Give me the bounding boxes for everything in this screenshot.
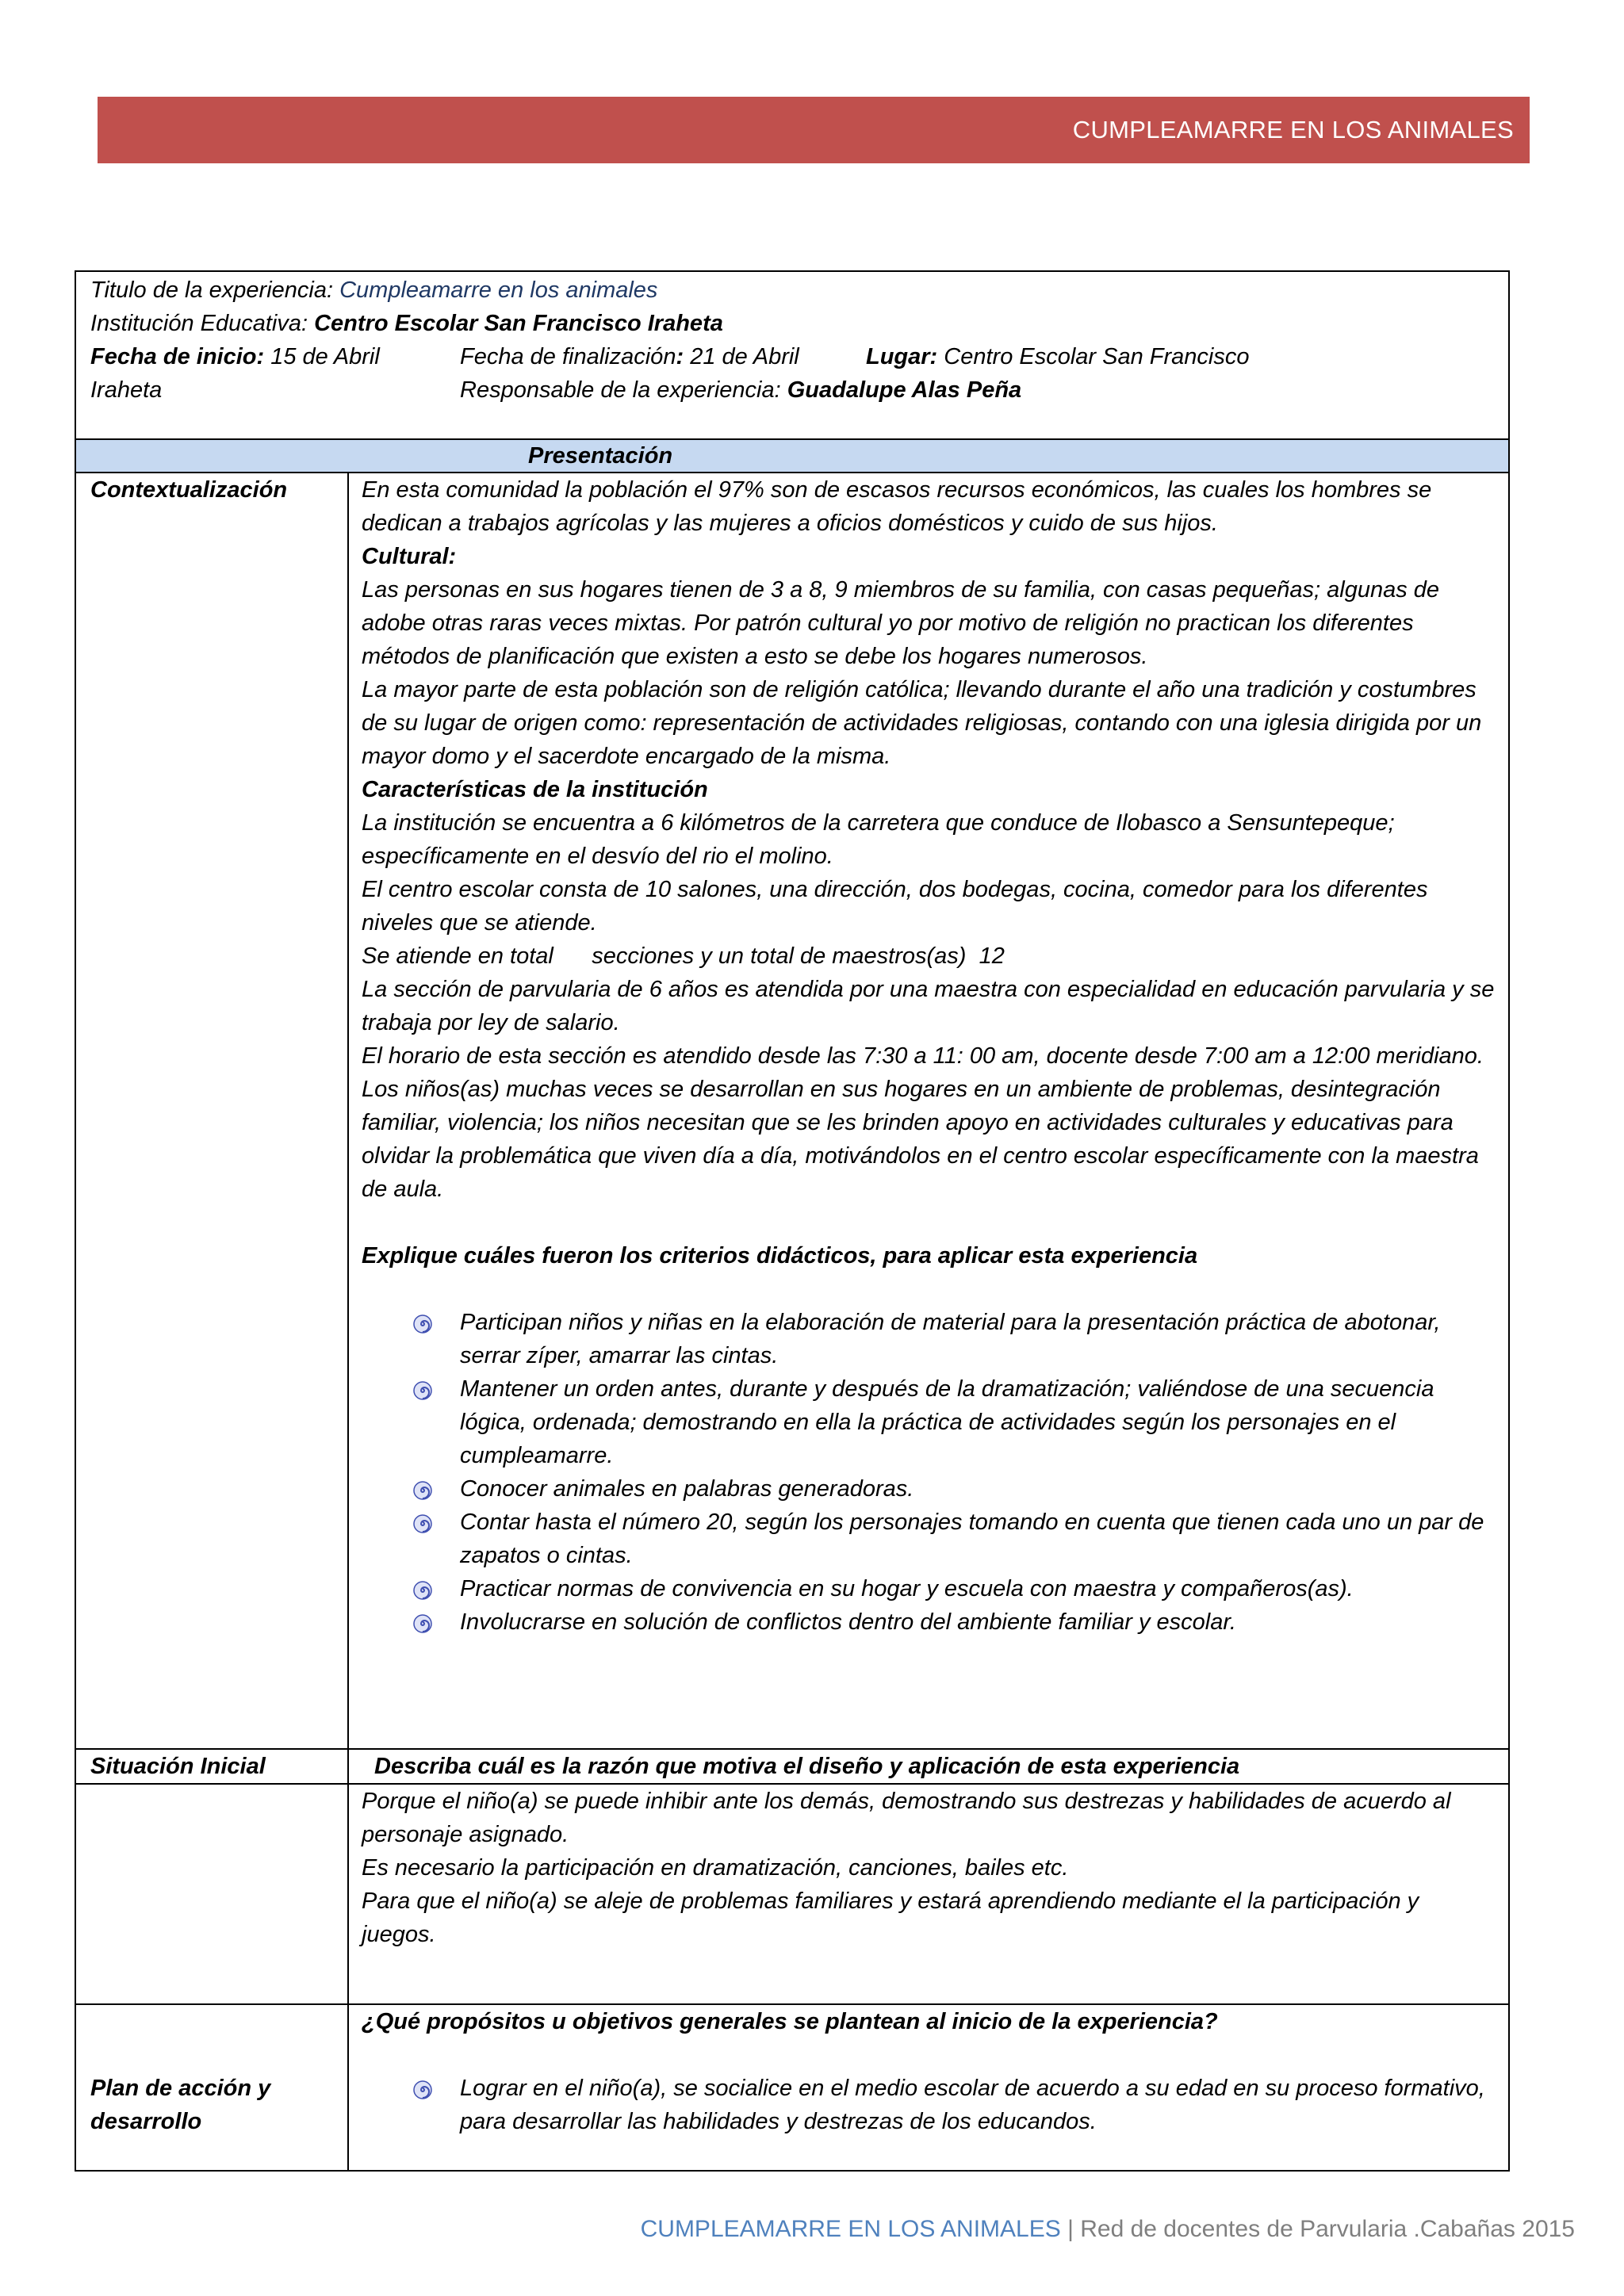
presentacion-heading: Presentación bbox=[75, 439, 1509, 473]
spiral-bullet-icon bbox=[412, 2076, 433, 2097]
contextualizacion-content bbox=[348, 473, 1509, 1749]
plan-question: ¿Qué propósitos u objetivos generales se plantean al inicio de la experiencia? bbox=[362, 2009, 1218, 2034]
fecha-fin-label: Fecha de finalización bbox=[460, 344, 676, 369]
titulo-value: Cumpleamarre en los animales bbox=[339, 277, 658, 303]
criterios-heading: Explique cuáles fueron los criterios didácticos, para aplicar esta experiencia bbox=[362, 1243, 1198, 1269]
context-paragraph: Las personas en sus hogares tienen de 3 a 8, 9 miembros de su familia, con casas pequeñas; algunas de adobe otras raras veces mixtas. Por patrón cultural yo por motivo de religión no practican los diferentes métodos de planificación que existen a esto se debe los hogares numerosos. bbox=[362, 577, 1440, 669]
contextualizacion-label-cell bbox=[75, 473, 348, 1749]
spiral-bullet-icon bbox=[412, 1477, 433, 1498]
spiral-bullet-icon bbox=[412, 1510, 433, 1531]
footer-title: CUMPLEAMARRE EN LOS ANIMALES bbox=[640, 2216, 1061, 2242]
context-paragraph: La mayor parte de esta población son de religión católica; llevando durante el año una tradición y costumbres de su lugar de origen como: representación de actividades religiosas, contando con una iglesia dirigida por un mayor domo y el sacerdote encargado de la misma. bbox=[362, 677, 1482, 769]
criterios-list bbox=[362, 1306, 1496, 1639]
cultural-heading: Cultural: bbox=[362, 544, 457, 569]
spiral-bullet-icon bbox=[412, 1377, 433, 1398]
plan-content bbox=[348, 2004, 1509, 2171]
spiral-bullet-icon bbox=[412, 1311, 433, 1331]
institucion-value: Centro Escolar San Francisco Iraheta bbox=[314, 311, 723, 336]
spiral-bullet-icon bbox=[412, 1610, 433, 1631]
fecha-fin-colon: : bbox=[676, 344, 684, 369]
page-header-bar bbox=[98, 97, 1530, 163]
plan-label-cell bbox=[75, 2004, 348, 2171]
list-item: Practicar normas de convivencia en su hogar y escuela con maestra y compañeros(as). bbox=[460, 1572, 1496, 1605]
list-item: Contar hasta el número 20, según los personajes tomando en cuenta que tienen cada uno un par de zapatos o cintas. bbox=[460, 1506, 1496, 1572]
context-paragraph: El horario de esta sección es atendido desde las 7:30 a 11: 00 am, docente desde 7:00 am a 12:00 meridiano. bbox=[362, 1043, 1484, 1069]
titulo-line bbox=[90, 274, 1496, 307]
fecha-inicio-label: Fecha de inicio: bbox=[90, 344, 265, 369]
situacion-content bbox=[348, 1784, 1509, 2004]
list-item: Involucrarse en solución de conflictos dentro del ambiente familiar y escolar. bbox=[460, 1605, 1496, 1639]
fecha-inicio-value: 15 de Abril bbox=[270, 344, 380, 369]
presentacion-row bbox=[75, 439, 1509, 473]
situacion-label: Situación Inicial bbox=[90, 1754, 266, 1779]
contextualizacion-row bbox=[75, 473, 1509, 1749]
situacion-paragraph: Porque el niño(a) se puede inhibir ante los demás, demostrando sus destrezas y habilidades de acuerdo al personaje asignado. bbox=[362, 1789, 1451, 1847]
caracteristicas-heading: Características de la institución bbox=[362, 777, 708, 802]
footer-separator: | bbox=[1060, 2216, 1081, 2242]
page-footer bbox=[641, 2216, 1575, 2243]
list-item: Participan niños y niñas en la elaboración de material para la presentación práctica de abotonar, serrar zíper, amarrar las cintas. bbox=[460, 1306, 1496, 1372]
plan-row bbox=[75, 2004, 1509, 2171]
context-paragraph: La institución se encuentra a 6 kilómetros de la carretera que conduce de Ilobasco a Sensuntepeque; específicamente en el desvío del rio el molino. bbox=[362, 810, 1395, 869]
institucion-line bbox=[90, 307, 1496, 340]
context-paragraph: La sección de parvularia de 6 años es atendida por una maestra con especialidad en educación parvularia y se trabaja por ley de salario. bbox=[362, 977, 1495, 1035]
lugar-value-cont: Iraheta bbox=[90, 377, 163, 403]
footer-org: Red de docentes de Parvularia .Cabañas 2015 bbox=[1080, 2216, 1575, 2242]
lugar-label: Lugar: bbox=[866, 344, 938, 369]
list-item: Mantener un orden antes, durante y después de la dramatización; valiéndose de una secuencia lógica, ordenada; demostrando en ella la práctica de actividades según los personajes en el cumpleamarre. bbox=[460, 1372, 1496, 1472]
experience-table bbox=[75, 270, 1510, 2172]
plan-label-line1: Plan de acción y bbox=[90, 2076, 271, 2101]
titulo-label: Titulo de la experiencia: bbox=[90, 277, 334, 303]
spiral-bullet-icon bbox=[412, 1577, 433, 1598]
situacion-empty-cell bbox=[75, 1784, 348, 2004]
info-cell bbox=[75, 271, 1509, 439]
situacion-paragraph: Para que el niño(a) se aleje de problemas familiares y estará aprendiendo mediante el la participación y juegos. bbox=[362, 1888, 1419, 1947]
info-row bbox=[75, 271, 1509, 439]
page-header-title: CUMPLEAMARRE EN LOS ANIMALES bbox=[1072, 116, 1514, 144]
contextualizacion-label: Contextualización bbox=[90, 477, 288, 503]
list-item: Lograr en el niño(a), se socialice en el medio escolar de acuerdo a su edad en su proceso formativo, para desarrollar las habilidades y destrezas de los educandos. bbox=[460, 2072, 1496, 2138]
institucion-label: Institución Educativa: bbox=[90, 311, 308, 336]
lugar-value: Centro Escolar San Francisco bbox=[944, 344, 1250, 369]
fecha-fin-value: 21 de Abril bbox=[690, 344, 799, 369]
situacion-label-cell bbox=[75, 1749, 348, 1784]
context-paragraph: Se atiende en total secciones y un total de maestros(as) 12 bbox=[362, 943, 1005, 969]
fechas-line bbox=[90, 340, 1496, 373]
situacion-paragraph: Es necesario la participación en dramatización, canciones, bailes etc. bbox=[362, 1855, 1069, 1881]
list-item: Conocer animales en palabras generadoras. bbox=[460, 1472, 1496, 1506]
situacion-question-cell bbox=[348, 1749, 1509, 1784]
context-paragraph: En esta comunidad la población el 97% son de escasos recursos económicos, las cuales los hombres se dedican a trabajos agrícolas y las mujeres a oficios domésticos y cuido de sus hijos. bbox=[362, 477, 1432, 536]
responsable-value: Guadalupe Alas Peña bbox=[787, 377, 1022, 403]
objetivos-list bbox=[362, 2072, 1496, 2138]
responsable-label: Responsable de la experiencia: bbox=[460, 377, 781, 403]
plan-label-line2: desarrollo bbox=[90, 2109, 202, 2134]
context-paragraph: El centro escolar consta de 10 salones, una dirección, dos bodegas, cocina, comedor para los diferentes niveles que se atiende. bbox=[362, 877, 1428, 936]
situacion-heading-row bbox=[75, 1749, 1509, 1784]
situacion-question: Describa cuál es la razón que motiva el diseño y aplicación de esta experiencia bbox=[374, 1754, 1240, 1779]
context-paragraph: Los niños(as) muchas veces se desarrollan en sus hogares en un ambiente de problemas, desintegración familiar, violencia; los niños necesitan que se les brinden apoyo en actividades culturales y educativas para olvidar la problemática que viven día a día, motivándolos en el centro escolar específicamente con la maestra de aula. bbox=[362, 1077, 1479, 1202]
situacion-content-row bbox=[75, 1784, 1509, 2004]
responsable-line bbox=[90, 373, 1496, 407]
